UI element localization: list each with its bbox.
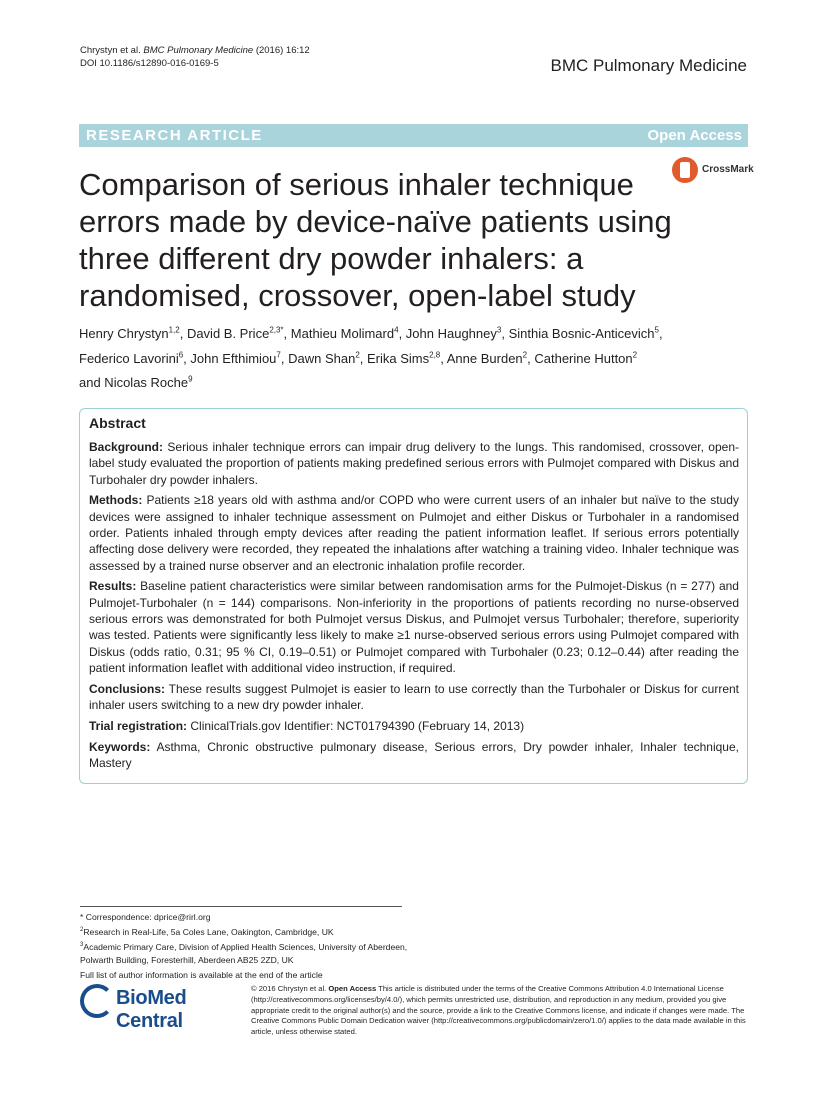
author-name: Dawn Shan	[288, 350, 356, 366]
abstract-section	[89, 439, 739, 488]
logo-part-1: BioMed	[116, 987, 187, 1009]
author	[187, 326, 291, 341]
crossmark-badge[interactable]	[672, 156, 752, 186]
crossmark-label: CrossMark	[702, 164, 754, 175]
citation-block	[80, 44, 310, 70]
citation-authors: Chrystyn et al.	[80, 45, 141, 56]
doi[interactable]: DOI 10.1186/s12890-016-0169-5	[80, 58, 219, 69]
logo-part-2: Central	[116, 1010, 183, 1032]
footnote-marker: 3	[80, 941, 84, 948]
biomed-central-wordmark	[116, 987, 250, 1033]
abstract-section-text: ClinicalTrials.gov Identifier: NCT01794390 (February 14, 2013)	[190, 718, 525, 733]
citation-volume: (2016) 16:12	[253, 45, 310, 56]
author-affiliation: 9	[188, 374, 193, 384]
author-affiliation: 2	[522, 350, 528, 360]
abstract-box	[79, 408, 748, 784]
author-affiliation: 2	[632, 350, 638, 360]
abstract-section-text: Serious inhaler technique errors can impair drug delivery to the lungs. This randomised, crossover, open-label study evaluated the proportion of patients making predefined serious errors with Pulmojet compared with Diskus and Turbohaler dry powder inhalers.	[89, 440, 739, 487]
footnote-text: Academic Primary Care, Division of Applied Health Sciences, University of Aberdeen, Polwarth Building, Foresterhill, Aberdeen AB25 2ZD, UK	[80, 941, 408, 965]
author-separator: ,	[398, 326, 406, 342]
author-name: John Efthimiou	[190, 350, 277, 366]
author	[509, 326, 663, 341]
author-name: Federico Lavorini	[79, 350, 179, 366]
journal-name: BMC Pulmonary Medicine	[550, 56, 747, 75]
footnote-text: Research in Real-Life, 5a Coles Lane, Oakington, Cambridge, UK	[83, 926, 334, 937]
footnotes	[80, 909, 420, 981]
author	[447, 351, 535, 366]
abstract-section	[89, 681, 739, 714]
author	[79, 351, 190, 366]
author	[406, 326, 509, 341]
author-affiliation: 4	[394, 326, 399, 335]
author-affiliation: 1,2	[168, 326, 180, 335]
author	[288, 351, 367, 366]
author-affiliation: 7	[276, 350, 281, 360]
abstract-section-label: Methods:	[89, 493, 143, 508]
license-statement	[251, 984, 748, 1038]
author-affiliation: 6	[178, 350, 184, 360]
author-name: Mathieu Molimard	[290, 326, 395, 342]
author	[367, 351, 447, 366]
author	[190, 351, 288, 366]
abstract-section	[89, 492, 739, 573]
author-name: John Haughney	[405, 326, 497, 342]
author-name: Catherine Hutton	[534, 350, 633, 366]
article-type-banner	[79, 124, 748, 147]
abstract-section-text: Patients ≥18 years old with asthma and/or COPD who were current users of an inhaler but naïve to the study devices were assigned to inhaler technique assessment on Pulmojet and either Diskus or Turbohaler in a randomised order. Patients inhaled through empty devices after reading the patient information leaflet. If serious errors potentially affecting dose delivery were recorded, they repeated the inhalations after watching a training video. Inhaler technique was assessed by a trained nurse observer and an electronic inhalation profile recorder.	[89, 493, 739, 573]
abstract-section	[89, 739, 739, 772]
abstract-section	[89, 718, 739, 734]
author	[79, 375, 193, 390]
license-open-access: Open Access	[328, 984, 377, 993]
abstract-heading: Abstract	[89, 415, 146, 431]
author-affiliation: 2	[355, 350, 360, 360]
author	[534, 351, 637, 366]
author-affiliation: 2,3*	[269, 326, 284, 335]
author-separator: ,	[501, 326, 509, 342]
abstract-section-label: Results:	[89, 579, 137, 594]
author-affiliation: 3	[496, 326, 502, 335]
author-affiliation: 2,8	[429, 350, 441, 360]
author-separator: ,	[359, 350, 367, 366]
abstract-body	[89, 439, 739, 776]
author-list	[79, 320, 749, 393]
footnote-text: Full list of author information is available at the end of the article	[80, 969, 323, 980]
footnote-marker: 2	[80, 926, 84, 933]
biomed-central-logo	[80, 984, 250, 1032]
author-name: Henry Chrystyn	[79, 326, 169, 342]
author-affiliation: 5	[654, 326, 659, 335]
abstract-section-label: Trial registration:	[89, 718, 188, 733]
abstract-section	[89, 578, 739, 676]
author-separator: ,	[179, 326, 187, 342]
author-separator: ,	[183, 350, 191, 366]
footnote	[80, 909, 420, 924]
author-name: Anne Burden	[446, 350, 523, 366]
author-separator: ,	[280, 350, 289, 366]
author-separator: ,	[283, 326, 291, 342]
footnote	[80, 924, 420, 939]
abstract-section-label: Conclusions:	[89, 681, 166, 696]
abstract-section-text: Asthma, Chronic obstructive pulmonary disease, Serious errors, Dry powder inhaler, Inhaler technique, Mastery	[89, 739, 739, 770]
open-access-label: Open Access	[647, 127, 742, 144]
author-name: Erika Sims	[367, 350, 430, 366]
footnote	[80, 939, 420, 967]
author	[291, 326, 406, 341]
abstract-section-text: Baseline patient characteristics were similar between randomisation arms for the Pulmojet-Diskus (n = 277) and Pulmojet-Turbohaler (n = 144) comparisons. Non-inferiority in the proportions of patients recording no nurse-observed serious errors was demonstrated for both Pulmojet versus Diskus, and Pulmojet versus Turbohaler; therefore, superiority was tested. Patients were significantly less likely to make ≥1 nurse-observed serious errors using Pulmojet compared with Diskus (odds ratio, 0.31; 95 % CI, 0.19–0.51) or Pulmojet compared with Turbohaler (0.23; 0.12–0.44) after reading the patient information leaflet with additional video instruction, if required.	[89, 579, 739, 675]
author-separator: ,	[527, 350, 535, 366]
article-type-label: RESEARCH ARTICLE	[86, 127, 263, 144]
author-name: Sinthia Bosnic-Anticevich	[508, 326, 655, 342]
footnote	[80, 967, 420, 982]
author-name: and Nicolas Roche	[79, 374, 189, 390]
footnote-text: * Correspondence: dprice@rirl.org	[80, 911, 211, 922]
abstract-section-label: Keywords:	[89, 739, 151, 754]
author-separator: ,	[440, 350, 447, 366]
author	[79, 326, 187, 341]
abstract-section-text: These results suggest Pulmojet is easier to learn to use correctly than the Turbohaler or Diskus for current inhaler users switching to a new dry powder inhaler.	[89, 681, 740, 712]
footnote-divider	[80, 906, 402, 907]
biomed-central-ring-icon	[80, 984, 114, 1018]
author-separator: ,	[658, 326, 663, 342]
license-text: This article is distributed under the terms of the Creative Commons Attribution 4.0 International License (http://creativecommons.org/licenses/by/4.0/), which permits unrestricted use, distribution, and reproduction in any medium, provided you give appropriate credit to the original author(s) and the source, provide a link to the Creative Commons license, and indicate if changes were made. The Creative Commons Public Domain Dedication waiver (http://creativecommons.org/publicdomain/zero/1.0/) applies to the data made available in this article, unless otherwise stated.	[251, 984, 746, 1037]
citation-journal: BMC Pulmonary Medicine	[143, 45, 254, 56]
author-name: David B. Price	[186, 326, 270, 342]
abstract-section-label: Background:	[89, 440, 164, 454]
citation-line	[80, 44, 310, 57]
article-title: Comparison of serious inhaler technique errors made by device-naïve patients using three different dry powder inhalers: a randomised, crossover, open-label study	[79, 167, 672, 313]
license-lead: © 2016 Chrystyn et al.	[251, 984, 329, 993]
